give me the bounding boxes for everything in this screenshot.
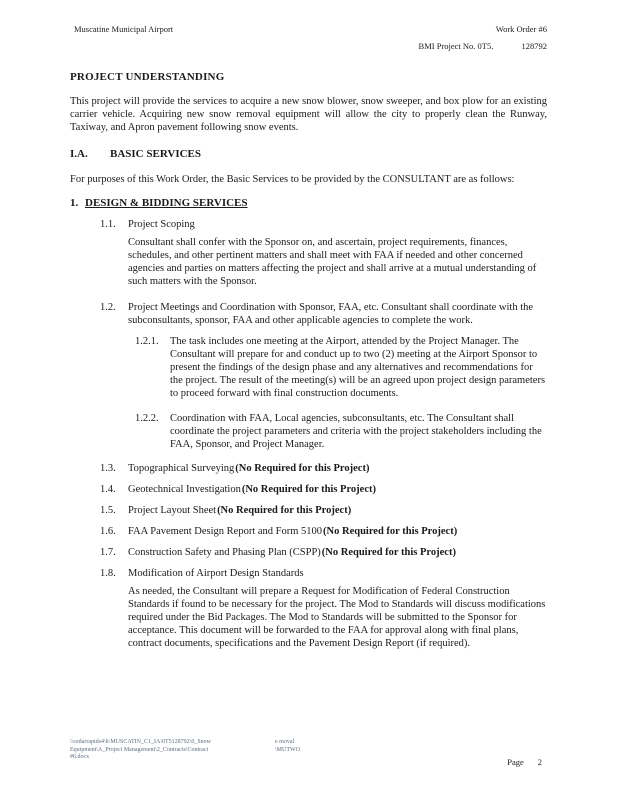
list-item-1-7-text: [128, 546, 547, 559]
header-airport-name: Muscatine Municipal Airport: [74, 24, 174, 34]
header-work-order: Work Order #6: [495, 24, 547, 34]
list-item-1-3-text: [128, 462, 547, 475]
list-item-1-2-2-number: 1.2.2.: [135, 413, 159, 424]
list-item-1-2-1-body: The task includes one meeting at the Airport, attended by the Project Manager. The Consultant will prepare for and conduct up to two (2) meeting at the Airport Sponsor to present the findings of the design phase and any alternatives and recommendations for the project. The result of the meeting(s) will be an agreed upon project design parameters to proceed forward with final construction documents.: [170, 336, 546, 399]
purpose-paragraph: For purposes of this Work Order, the Basic Services to be provided by the CONSULTANT are as follows:: [70, 174, 515, 185]
list-item-1-4-number: 1.4.: [100, 484, 116, 495]
footer-text-fragments: [275, 739, 300, 754]
list-item-1-8-body: As needed, the Consultant will prepare a Request for Modification of Federal Construction Standards if found to be necessary for the project. The Mod to Standards will discuss modifications required under the Bid Packages. The Mod to Standards will be submitted to the Sponsor for acceptance. This document will be forwarded to the FAA for approval along with final plans, contract documents, specifications and the Pavement Design Report (if required).: [128, 586, 546, 649]
heading-basic-services: [70, 148, 547, 160]
list-item-1-2-2: [70, 412, 547, 451]
list-item-1-5: [70, 504, 547, 517]
list-item-1-2-number: 1.2.: [100, 302, 116, 313]
footer-fragment-1: e moval: [275, 739, 295, 745]
intro-paragraph: This project will provide the services to acquire a new snow blower, snow sweeper, and box plow for an existing carrier vehicle. Acquiring new snow removal equipment will allow the city to properly clean the Runway, Taxiway, and Apron pavement following snow events.: [70, 96, 547, 133]
heading-basic-services-number: I.A.: [70, 148, 88, 160]
list-item-1-3-suffix: (No Required for this Project): [235, 463, 370, 474]
list-item-1-1: [70, 218, 547, 231]
list-item-1-3: [70, 462, 547, 475]
list-item-1-4-text: [128, 483, 547, 496]
list-item-1-2-text: Project Meetings and Coordination with Sponsor, FAA, etc. Consultant shall coordinate with the subconsultants, sponsor, FAA and other applicable agencies to complete the work.: [128, 302, 534, 326]
heading-design-bidding: [70, 197, 547, 209]
list-item-1-4-title: Geotechnical Investigation: [128, 484, 241, 495]
list-item-1-6-title: FAA Pavement Design Report and Form 5100: [128, 526, 323, 537]
header-project-line: [419, 41, 547, 52]
list-item-1-1-title: Project Scoping: [128, 219, 195, 230]
heading-basic-services-title: BASIC SERVICES: [110, 148, 202, 160]
list-item-1-6-number: 1.6.: [100, 526, 116, 537]
footer-file-path: [70, 739, 260, 762]
list-item-1-5-number: 1.5.: [100, 505, 116, 516]
list-item-1-5-suffix: (No Required for this Project): [217, 505, 352, 516]
list-item-1-5-text: [128, 504, 547, 517]
footer-file-path-line2: Equipment\A_Project Management\2_Contracts\Contract: [70, 746, 209, 753]
list-item-1-1-body: Consultant shall confer with the Sponsor on, and ascertain, project requirements, finances, schedules, and other pertinent matters and shall meet with FAA if needed and other concerned agencies and parties on matters affecting the project and shall arrive at a mutual understanding of such matters with the Sponsor.: [128, 237, 537, 287]
list-item-1-7-title: Construction Safety and Phasing Plan (CSPP): [128, 547, 321, 558]
header-project-number: 128792: [521, 41, 547, 51]
list-item-1-2-1: [70, 335, 547, 400]
footer-page-label: Page: [507, 757, 524, 767]
list-item-1-6-suffix: (No Required for this Project): [323, 526, 458, 537]
list-item-1-3-number: 1.3.: [100, 463, 116, 474]
header-right-block: [419, 24, 547, 52]
list-item-1-2-1-number: 1.2.1.: [135, 336, 159, 347]
list-item-1-8: [70, 567, 547, 580]
footer-file-path-line3: #6.docx: [70, 754, 90, 760]
list-item-1-2-2-body: Coordination with FAA, Local agencies, subconsultants, etc. The Consultant shall coordinate the project parameters and criteria with the project stakeholders including the FAA, Sponsor, and Project Manager.: [170, 413, 542, 450]
list-item-1-4-suffix: (No Required for this Project): [241, 484, 376, 495]
section-title-project-understanding: PROJECT UNDERSTANDING: [70, 71, 225, 83]
list-item-1-7-number: 1.7.: [100, 547, 116, 558]
footer-page-number: 2: [537, 757, 542, 767]
page-header: [70, 24, 547, 52]
footer-page-indicator: [507, 757, 542, 767]
list-item-1-6: [70, 525, 547, 538]
list-item-1-2: [70, 301, 547, 327]
list-item-1-8-title: Modification of Airport Design Standards: [128, 568, 304, 579]
list-item-1-5-title: Project Layout Sheet: [128, 505, 217, 516]
list-item-1-7-suffix: (No Required for this Project): [321, 547, 456, 558]
list-item-1-7: [70, 546, 547, 559]
footer-file-path-line1: \\cedarrapids4\h\MUSCATIN_C1_IA\0T5128792\0_Snow: [70, 739, 211, 745]
list-item-1-6-text: [128, 525, 547, 538]
list-item-1-8-number: 1.8.: [100, 568, 116, 579]
heading-design-bidding-title: DESIGN & BIDDING SERVICES: [85, 197, 248, 209]
heading-design-bidding-number: 1.: [70, 197, 79, 209]
list-item-1-1-number: 1.1.: [100, 219, 116, 230]
footer-fragment-2: \MUTWO: [275, 746, 300, 753]
list-item-1-3-title: Topographical Surveying: [128, 463, 235, 474]
header-project-label: BMI Project No. 0T5.: [418, 41, 494, 51]
list-item-1-4: [70, 483, 547, 496]
